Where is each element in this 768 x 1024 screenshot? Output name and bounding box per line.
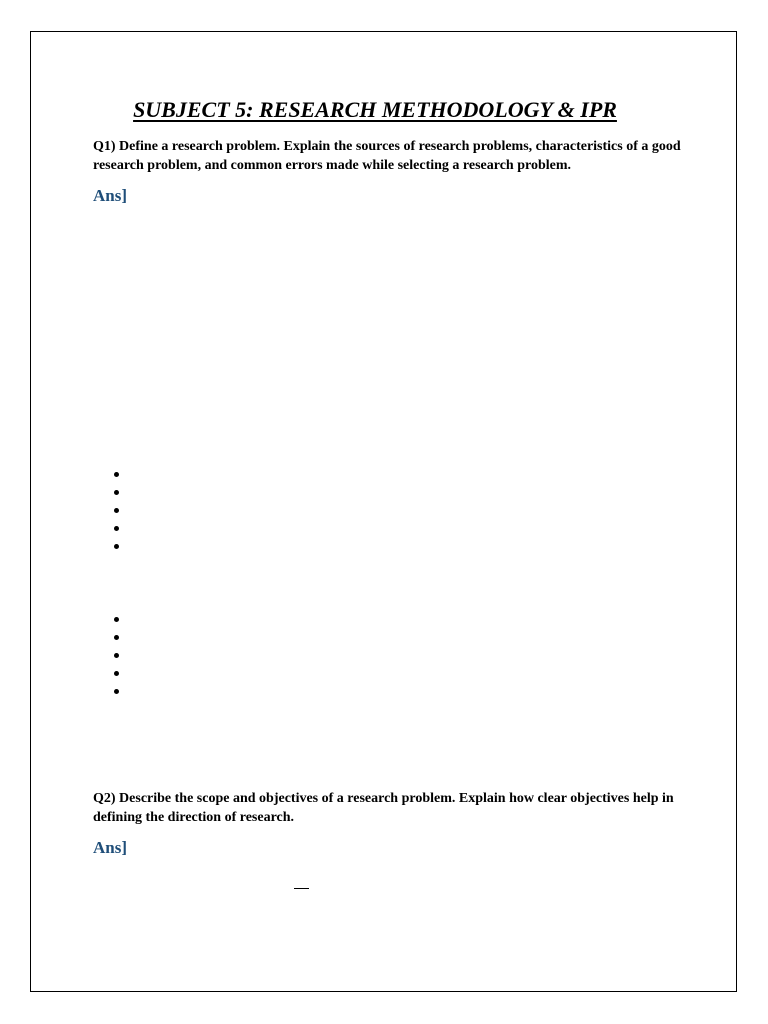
bullet-icon	[114, 653, 119, 658]
subject-title: SUBJECT 5: RESEARCH METHODOLOGY & IPR	[133, 97, 617, 122]
bullet-icon	[114, 472, 119, 477]
list-item	[114, 647, 134, 665]
bullet-icon	[114, 490, 119, 495]
list-item	[114, 665, 134, 683]
bullet-icon	[114, 508, 119, 513]
bullet-list-2	[114, 611, 134, 701]
bullet-icon	[114, 526, 119, 531]
dash-mark	[294, 888, 309, 889]
question-2: Q2) Describe the scope and objectives of a research problem. Explain how clear objectives help in defining the direction of research.	[93, 791, 674, 825]
answer-label-2: Ans]	[93, 838, 128, 857]
page-border	[30, 31, 737, 992]
bullet-icon	[114, 544, 119, 549]
bullet-list-1	[114, 466, 134, 556]
list-item	[114, 611, 134, 629]
list-item	[114, 502, 134, 520]
question-1: Q1) Define a research problem. Explain the sources of research problems, characteristics of a good research problem, and common errors made while selecting a research problem.	[93, 139, 681, 173]
bullet-icon	[114, 635, 119, 640]
bullet-icon	[114, 689, 119, 694]
list-item	[114, 683, 134, 701]
bullet-icon	[114, 671, 119, 676]
list-item	[114, 538, 134, 556]
list-item	[114, 520, 134, 538]
bullet-icon	[114, 617, 119, 622]
list-item	[114, 629, 134, 647]
list-item	[114, 484, 134, 502]
list-item	[114, 466, 134, 484]
answer-label-1: Ans]	[93, 186, 128, 205]
